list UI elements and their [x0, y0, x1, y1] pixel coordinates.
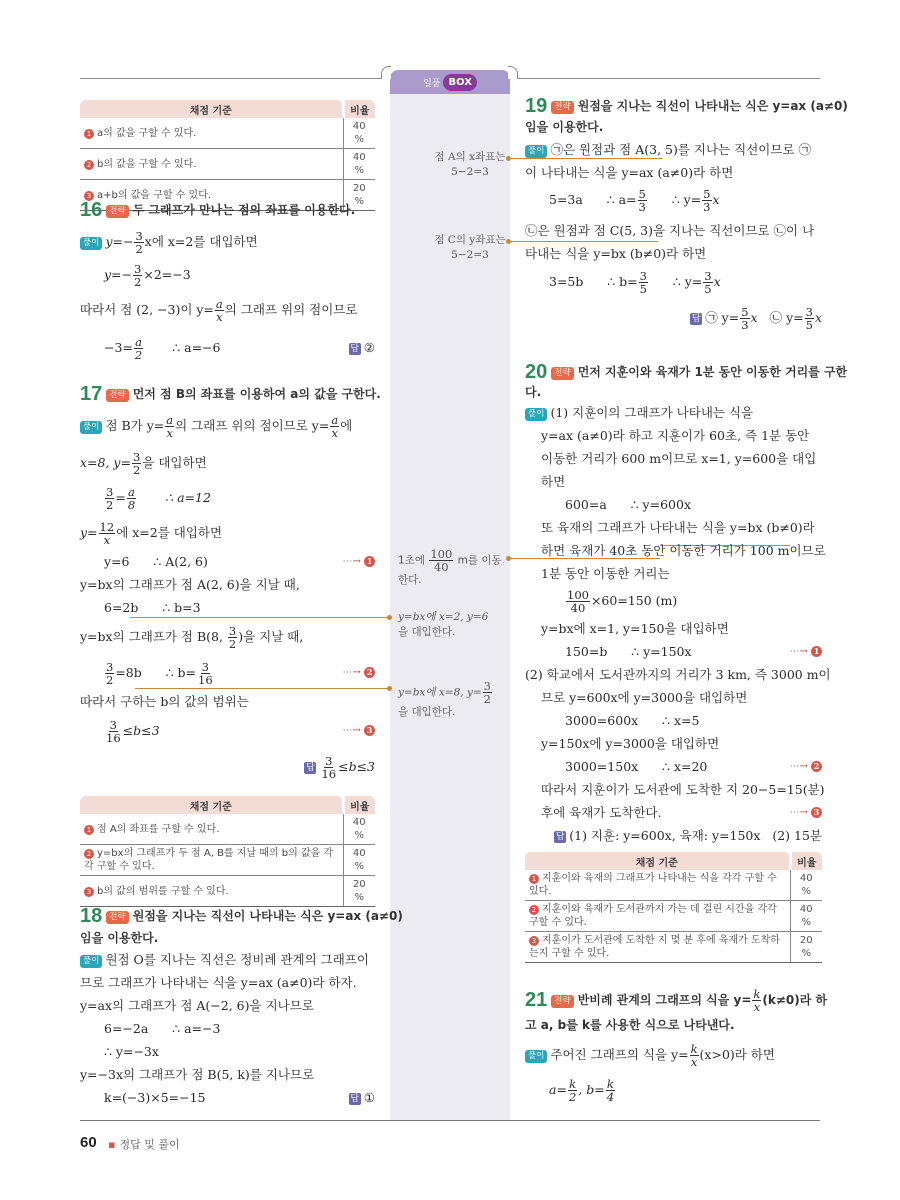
step-number: 1 [811, 646, 822, 657]
criteria-text: 지훈이와 육재가 도서관까지 가는 데 걸린 시간을 각각 구할 수 있다. [529, 904, 777, 928]
ratio-value: 40 % [343, 845, 375, 876]
criteria-text: b의 값을 구할 수 있다. [97, 158, 197, 170]
step-marker: 1 [84, 129, 94, 139]
frac-den: x [103, 533, 111, 547]
answer-value: ㉠ y= [705, 310, 740, 325]
q20-line-17 [525, 778, 825, 801]
ratio-value: 20 % [343, 180, 375, 211]
frac-num: 3 [325, 754, 333, 768]
frac-den: 8 [127, 498, 136, 512]
fraction [638, 188, 647, 213]
step-marker: 2 [84, 849, 94, 859]
step-marker-1: ⋯→ 1 [342, 550, 375, 573]
frac-num: 3 [135, 229, 143, 243]
solution-badge: 풀이 [80, 237, 102, 250]
math-text: y=bx의 그래프가 점 B(8, [80, 629, 227, 644]
math-text: 따라서 점 (2, −3)이 y= [80, 302, 214, 317]
step-marker: 1 [529, 874, 539, 884]
step-number: 3 [811, 807, 822, 818]
frac-num: 3 [201, 660, 209, 674]
strategy-text: 임을 이용한다. [525, 120, 604, 134]
q20-line-8 [525, 562, 670, 585]
math-text: y=bx에 x=1, y=150을 대입하면 [541, 621, 729, 636]
question-number: 18 [80, 905, 103, 927]
side-note-3 [398, 548, 510, 588]
math-text: ㉡은 원점과 점 C(5, 3)을 지나는 직선이므로 ㉡이 나 [525, 223, 815, 238]
fraction [566, 589, 590, 614]
fraction [752, 988, 761, 1013]
q18-header-2 [80, 926, 158, 950]
answer-value: (1) 지훈: y=600x, 육재: y=150x (2) 15분 [569, 828, 822, 843]
frac-den: 3 [741, 318, 749, 332]
math-text: 이 나타내는 식을 y=ax (a≠0)라 하면 [525, 165, 734, 180]
math-text: x에 x=2를 대입하면 [144, 234, 258, 249]
frac-den: x [331, 426, 338, 440]
frac-den: 16 [321, 767, 337, 781]
math-text: 3000=150x ∴ x=20 [565, 759, 708, 774]
math-text: 점 B가 y= [105, 418, 165, 433]
frac-den: 2 [106, 673, 114, 687]
frac-den: 40 [433, 560, 449, 574]
q20-line-4 [525, 470, 565, 493]
scoring-table-20 [525, 852, 822, 963]
question-number: 21 [525, 989, 548, 1011]
ratio-value: 40 % [343, 149, 375, 180]
math-text: 따라서 구하는 b의 값의 범위는 [80, 694, 249, 709]
ratio-value: 20 % [343, 876, 375, 907]
side-note-5 [398, 680, 510, 720]
math-text: , b= [578, 1082, 605, 1097]
q18-line-5 [80, 1040, 159, 1063]
q20-line-9 [525, 589, 677, 614]
box-curve-right [508, 66, 518, 79]
side-note-text: 점 A의 x좌표는 [434, 151, 506, 163]
math-text: 이동한 거리가 600 m이므로 x=1, y=600을 대입 [541, 451, 817, 466]
math-text: 의 그래프 위의 점이므로 [224, 302, 358, 317]
strategy-text: 먼저 지훈이와 육재가 1분 동안 이동한 거리를 구한 [577, 365, 848, 379]
q18-line-3 [80, 994, 314, 1017]
step-marker-3: ⋯→ 3 [342, 719, 375, 742]
math-text: 타내는 식을 y=bx (b≠0)라 하면 [525, 246, 707, 261]
side-note-2 [430, 233, 510, 263]
frac-num: a [215, 297, 223, 311]
fraction [703, 270, 712, 295]
frac-num: 100 [430, 547, 453, 561]
frac-num: k [753, 987, 761, 1001]
frac-num: a [166, 413, 174, 427]
answer-value: ≤b≤3 [338, 759, 375, 774]
frac-num: 3 [106, 660, 114, 674]
step-number: 2 [364, 667, 375, 678]
math-text: −3= [104, 340, 133, 355]
math-text: ≤b≤3 [122, 723, 160, 738]
frac-num: 3 [106, 485, 114, 499]
q18-line-1 [80, 948, 369, 971]
q19-line-1 [525, 138, 811, 161]
strategy-text: 원점을 지나는 직선이 나타내는 식은 y=ax (a≠0) [577, 99, 848, 113]
math-text: x [713, 274, 721, 289]
side-note-text: 을 대입한다. [398, 706, 456, 718]
step-marker: 3 [84, 887, 94, 897]
math-text: 또 육재의 그래프가 나타내는 식을 y=bx (b≠0)라 [541, 520, 815, 535]
table-row [525, 901, 822, 932]
page-section-label [108, 1136, 180, 1152]
math-text: 1분 동안 이동한 거리는 [541, 566, 670, 581]
fraction [639, 270, 648, 295]
q18-line-6 [80, 1063, 314, 1086]
side-note-text: 을 대입한다. [398, 626, 456, 638]
q19-header-2 [525, 115, 603, 139]
frac-den: 16 [198, 673, 213, 687]
side-box-header [390, 70, 510, 94]
frac-den: 2 [106, 498, 114, 512]
solution-badge: 풀이 [525, 145, 547, 158]
question-number: 20 [525, 361, 548, 383]
q18-line-7 [80, 1086, 375, 1109]
side-note-text: 1초에 [398, 554, 425, 567]
math-text: y=6 ∴ A(2, 6) [104, 554, 208, 569]
frac-den: x [690, 1055, 698, 1069]
q20-answer [554, 824, 822, 847]
strategy-text: 다. [525, 385, 542, 399]
frac-den: x [753, 1000, 761, 1014]
frac-num: 3 [134, 262, 142, 276]
math-text: 600=a ∴ y=600x [565, 497, 691, 512]
math-text: 므로 y=600x에 y=3000을 대입하면 [541, 690, 748, 705]
table-header-ratio: 비율 [343, 796, 375, 814]
step-marker-1: ⋯→ 1 [789, 640, 822, 663]
step-marker: 3 [84, 191, 94, 201]
q20-header [525, 360, 847, 384]
answer-value: x [814, 310, 822, 325]
table-row [525, 932, 822, 963]
math-text: ∴ y= [648, 274, 703, 289]
table-row [525, 870, 822, 901]
frac-den: x [166, 426, 173, 440]
page-number: 60 [80, 1134, 97, 1151]
solution-badge: 풀이 [80, 955, 102, 968]
frac-num: k [690, 1042, 698, 1056]
criteria-text: b의 값의 범위를 구할 수 있다. [97, 885, 229, 897]
fraction [568, 1078, 577, 1103]
strategy-text: 원점을 지나는 직선이 나타내는 식은 y=ax (a≠0) [132, 909, 403, 923]
criteria-text: 지훈이가 도서관에 도착한 지 몇 분 후에 육재가 도착하는지 구할 수 있다. [529, 935, 780, 959]
q20-line-13 [525, 686, 747, 709]
q19-line-6 [525, 270, 721, 295]
math-text: y=− [105, 234, 134, 249]
math-text: x [712, 192, 720, 207]
solution-badge: 풀이 [525, 408, 547, 421]
q19-line-4 [525, 219, 814, 242]
side-note-4 [398, 610, 510, 640]
criteria-text: a+b의 값을 구할 수 있다. [97, 189, 212, 201]
criteria-text: 지훈이와 육재의 그래프가 나타내는 식을 각각 구할 수 있다. [529, 873, 777, 897]
q19-line-2 [525, 161, 733, 184]
strategy-badge: 전략 [551, 101, 573, 114]
math-text: (2) 학교에서 도서관까지의 거리가 3 km, 즉 3000 m이 [525, 667, 831, 682]
math-text: 하면 육재가 40초 동안 이동한 거리가 100 m이므로 [541, 543, 826, 558]
side-note-1 [430, 150, 510, 180]
criteria-text: 점 A의 좌표를 구할 수 있다. [97, 823, 220, 835]
frac-num: 3 [483, 679, 491, 693]
math-text: ×2=−3 [143, 267, 191, 282]
frac-den: 2 [135, 242, 143, 256]
strategy-badge: 전략 [106, 205, 128, 218]
frac-den: 2 [228, 637, 237, 651]
frac-num: 3 [228, 624, 237, 638]
step-marker: 1 [84, 825, 94, 835]
frac-num: 12 [99, 520, 115, 534]
q20-line-10 [525, 617, 729, 640]
frac-num: 3 [132, 450, 141, 464]
frac-num: 3 [704, 269, 712, 283]
criteria-text: y=bx의 그래프가 두 점 A, B를 지날 때의 b의 값을 각각 구할 수 있다. [84, 848, 334, 872]
answer-icon: 답 [306, 763, 315, 773]
answer-icon: 답 [350, 344, 360, 354]
math-text: 6=2b ∴ b=3 [104, 600, 201, 615]
frac-den: 2 [483, 692, 491, 706]
side-note-text: 점 C의 y좌표는 [434, 234, 506, 246]
ratio-value: 40 % [343, 814, 375, 845]
strategy-badge: 전략 [551, 367, 573, 380]
math-text: ∴ y= [647, 192, 702, 207]
math-text: ×60=150 (m) [590, 593, 678, 608]
math-text: 원점 O를 지나는 직선은 정비례 관계의 그래프이 [105, 952, 369, 967]
q19-answer [690, 306, 822, 331]
math-text: 3=5b ∴ b= [549, 274, 638, 289]
math-text: 하면 [541, 474, 566, 489]
answer-value: ㉡ y= [769, 310, 804, 325]
q20-line-2 [525, 424, 809, 447]
solution-badge: 풀이 [80, 421, 102, 434]
question-number: 17 [80, 383, 103, 405]
frac-num: 100 [567, 588, 589, 602]
q21-header [525, 988, 827, 1013]
step-marker-2: ⋯→ 2 [342, 661, 375, 684]
answer [349, 1086, 375, 1109]
frac-den: x [216, 310, 223, 324]
math-text: ㉠은 원점과 점 A(3, 5)를 지나는 직선이므로 ㉠ [550, 142, 811, 157]
math-text: (1) 지훈이의 그래프가 나타내는 식을 [550, 405, 754, 420]
math-text: 후에 육재가 도착한다. [541, 805, 662, 820]
step-marker: 2 [84, 160, 94, 170]
frac-num: 3 [109, 718, 117, 732]
math-text: y=ax (a≠0)라 하고 지훈이가 60초, 즉 1분 동안 [541, 428, 810, 443]
bullet-icon: ▪ [108, 1138, 116, 1151]
fraction [690, 1043, 699, 1068]
answer-icon: 답 [350, 1094, 360, 1104]
fraction [702, 188, 711, 213]
math-text: 6=−2a ∴ a=−3 [104, 1021, 221, 1036]
q20-line-16 [525, 755, 822, 778]
table-header-criteria: 채점 기준 [525, 852, 790, 870]
fraction [483, 680, 492, 705]
math-text: = [115, 490, 126, 505]
criteria-text: a의 값을 구할 수 있다. [97, 127, 197, 139]
q18-line-2 [80, 971, 357, 994]
section-label-text: 정답 및 풀이 [119, 1138, 180, 1151]
step-marker: 3 [529, 936, 539, 946]
ratio-value: 40 % [790, 901, 822, 932]
table-header-ratio: 비율 [790, 852, 822, 870]
table-header-ratio: 비율 [343, 100, 375, 118]
q20-line-7 [525, 539, 826, 562]
answer-value: x [750, 310, 758, 325]
frac-den: 2 [568, 1090, 577, 1104]
ratio-value: 20 % [790, 932, 822, 963]
side-note-text: y=bx에 x=2, y=6 [398, 611, 489, 623]
ratio-value: 40 % [343, 118, 375, 149]
side-note-text: m를 이동 [457, 554, 502, 567]
frac-den: 5 [639, 282, 647, 296]
ratio-value: 40 % [790, 870, 822, 901]
q19-line-3 [525, 188, 720, 213]
fraction [606, 1078, 615, 1103]
q20-line-12 [525, 663, 831, 686]
q20-line-1 [525, 401, 753, 424]
frac-num: 5 [638, 187, 646, 201]
strategy-text: 두 그래프가 만나는 점의 좌표를 이용한다. [132, 203, 356, 217]
frac-den: 5 [704, 282, 712, 296]
q20-line-18 [525, 801, 822, 824]
frac-num: a [135, 335, 142, 349]
fraction [805, 306, 814, 331]
q19-line-5 [525, 242, 706, 265]
frac-den: 16 [106, 731, 121, 745]
frac-num: 3 [639, 269, 647, 283]
frac-num: 5 [703, 187, 711, 201]
answer-value: ② [363, 340, 375, 355]
frac-den: 4 [606, 1090, 615, 1104]
math-text: ∴ y=−3x [104, 1044, 159, 1059]
side-box [390, 70, 510, 1120]
table-header-criteria: 채점 기준 [80, 796, 343, 814]
q20-line-15 [525, 732, 719, 755]
strategy-text: (k≠0)라 하 [762, 993, 828, 1007]
step-number: 1 [364, 556, 375, 567]
q21-line-2 [525, 1078, 616, 1103]
q18-header [80, 904, 403, 928]
answer-value: ① [363, 1090, 375, 1105]
fraction [429, 548, 453, 573]
step-marker-3: ⋯→ 3 [789, 801, 822, 824]
question-number: 19 [525, 95, 548, 117]
math-text: 5=3a ∴ a= [549, 192, 637, 207]
step-marker-2: ⋯→ 2 [789, 755, 822, 778]
side-note-text: y=bx에 x=8, y= [398, 686, 482, 699]
answer-icon: 답 [555, 832, 565, 842]
side-note-text: 5−2=3 [451, 166, 489, 178]
q18-line-4 [80, 1017, 220, 1040]
q20-line-5 [525, 493, 691, 516]
math-text: y=ax의 그래프가 점 A(−2, 6)을 지나므로 [80, 998, 314, 1013]
math-text: y=bx의 그래프가 점 A(2, 6)을 지날 때, [80, 577, 300, 592]
step-number: 2 [811, 761, 822, 772]
answer-icon: 답 [691, 314, 701, 324]
math-text: (x>0)라 하면 [699, 1047, 775, 1062]
math-text: k=(−3)×5=−15 [104, 1090, 206, 1105]
question-number: 16 [80, 199, 103, 221]
bottom-rule [80, 1120, 820, 1121]
solution-badge: 풀이 [525, 1050, 547, 1063]
strategy-text: 반비례 관계의 그래프의 식을 y= [577, 993, 752, 1007]
q21-line-1 [525, 1043, 775, 1068]
math-text: )을 지날 때, [238, 629, 304, 644]
table-header-criteria: 채점 기준 [80, 100, 343, 118]
frac-num: a [128, 485, 135, 499]
step-marker: 2 [529, 905, 539, 915]
q20-line-11 [525, 640, 822, 663]
q20-line-14 [525, 709, 699, 732]
step-number: 3 [364, 725, 375, 736]
math-text: 에 [340, 418, 353, 433]
math-text: a= [549, 1082, 567, 1097]
math-text: y=− [104, 267, 133, 282]
q20-line-6 [525, 516, 815, 539]
math-text: 므로 그래프가 나타내는 식을 y=ax (a≠0)라 하자. [80, 975, 357, 990]
math-text: 의 그래프 위의 점이므로 y= [175, 418, 330, 433]
strategy-badge: 전략 [106, 389, 128, 402]
box-curve-left [381, 66, 391, 79]
math-text: =8b ∴ b= [115, 665, 196, 680]
frac-num: k [569, 1077, 577, 1091]
math-text: ∴ a=12 [165, 490, 211, 505]
side-note-text: 5−2=3 [451, 249, 489, 261]
math-text: y=−3x의 그래프가 점 B(5, k)를 지나므로 [80, 1067, 315, 1082]
math-text: y= [80, 525, 98, 540]
q21-header-2 [525, 1013, 735, 1037]
frac-den: 3 [703, 200, 711, 214]
frac-den: 5 [805, 318, 813, 332]
strategy-text: 임을 이용한다. [80, 931, 159, 945]
math-text: x=8, y= [80, 455, 131, 470]
side-note-text: 한다. [398, 574, 422, 586]
q20-line-3 [525, 447, 816, 470]
frac-den: 2 [134, 275, 142, 289]
frac-num: a [331, 413, 339, 427]
frac-den: 40 [570, 601, 586, 615]
fraction [740, 306, 749, 331]
math-text: 에 x=2를 대입하면 [116, 525, 223, 540]
math-text: 3000=600x ∴ x=5 [565, 713, 700, 728]
math-text: 따라서 지훈이가 도서관에 도착한 지 20−5=15(분) [541, 782, 825, 797]
strategy-badge: 전략 [106, 911, 128, 924]
side-box-title-pill: BOX [443, 74, 476, 91]
math-text: ∴ a=−6 [172, 340, 221, 355]
math-text: 을 대입하면 [142, 455, 207, 470]
side-box-title-prefix: 일품 [423, 78, 441, 89]
strategy-text: 고 a, b를 k를 사용한 식으로 나타낸다. [525, 1018, 735, 1032]
frac-den: 2 [134, 348, 143, 362]
strategy-text: 먼저 점 B의 좌표를 이용하여 a의 값을 구한다. [132, 387, 381, 401]
frac-num: 3 [805, 305, 813, 319]
frac-num: 5 [741, 305, 749, 319]
frac-num: k [606, 1077, 614, 1091]
math-text: 150=b ∴ y=150x [565, 644, 692, 659]
math-text: y=150x에 y=3000을 대입하면 [541, 736, 720, 751]
frac-den: 3 [638, 200, 646, 214]
math-text: 주어진 그래프의 식을 y= [550, 1047, 689, 1062]
left-column-q18 [80, 0, 403, 1120]
strategy-badge: 전략 [551, 995, 573, 1008]
frac-den: 2 [132, 463, 141, 477]
